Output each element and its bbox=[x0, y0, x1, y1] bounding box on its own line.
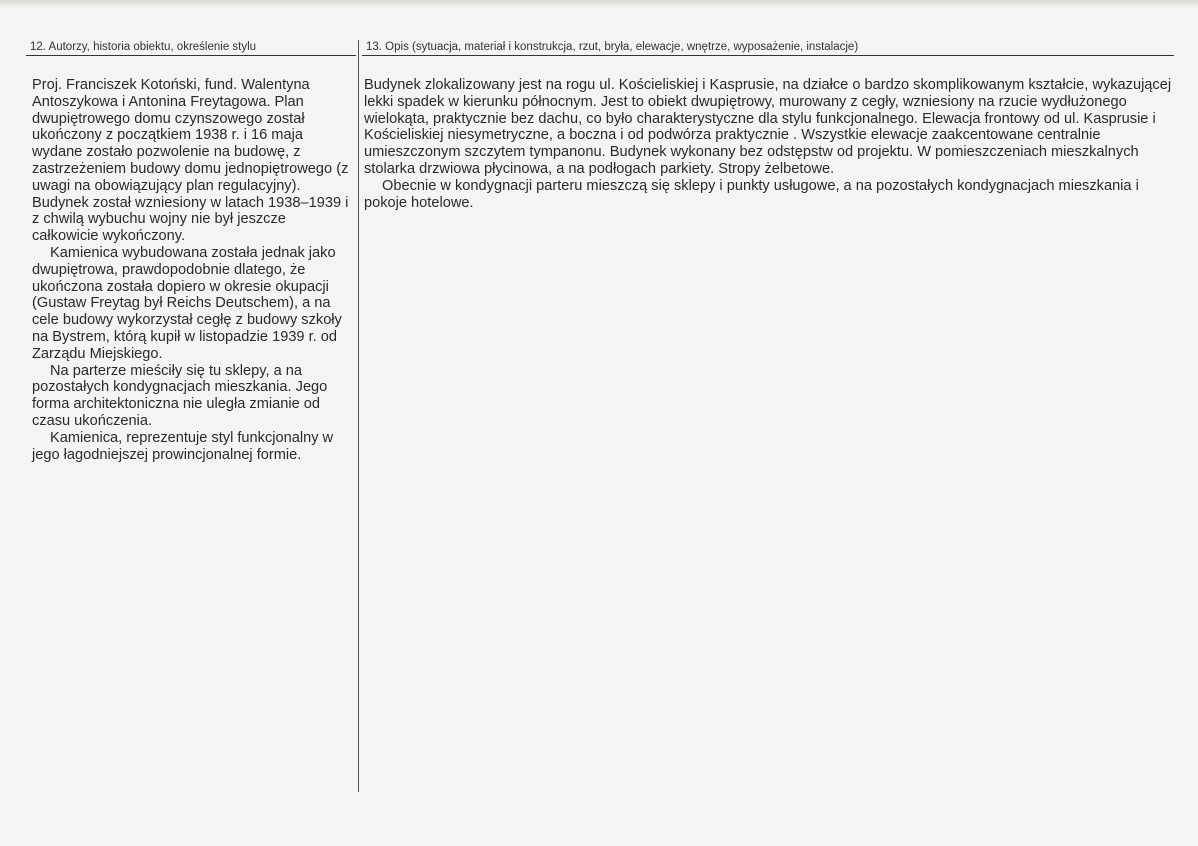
section-12-header: 12. Autorzy, historia obiektu, określenie stylu bbox=[26, 40, 356, 56]
section-12-body bbox=[26, 56, 356, 463]
section-12-paragraph-1: Proj. Franciszek Kotoński, fund. Walentyna Antoszykowa i Antonina Freytagowa. Plan dwupiętrowego domu czynszowego został ukończony z początkiem 1938 r. i 16 maja wydane zostało pozwolenie na budowę, z zastrzeżeniem budowy domu jednopiętrowego (z uwagi na obowiązujący plan regulacyjny). Budynek został wzniesiony w latach 1938–1939 i z chwilą wybuchu wojny nie był jeszcze całkowicie wykończony. bbox=[32, 77, 349, 245]
section-13-body bbox=[362, 56, 1174, 211]
section-12-paragraph-4: Kamienica, reprezentuje styl funkcjonalny w jego łagodniejszej prowincjonalnej formie. bbox=[32, 429, 334, 463]
section-12-paragraph-3: Na parterze mieściły się tu sklepy, a na pozostałych kondygnacjach mieszkania. Jego forma architektoniczna nie uległa zmianie od czasu ukończenia. bbox=[32, 362, 328, 429]
section-12-paragraph-2: Kamienica wybudowana została jednak jako dwupiętrowa, prawdopodobnie dlatego, że ukończona została dopiero w okresie okupacji (Gustaw Freytag był Reichs Deutschem), a na cele budowy wykorzystał cegłę z budowy szkoły na Bystrem, którą kupił w listopadzie 1939 r. od Zarządu Miejskiego. bbox=[32, 244, 342, 362]
section-13-header: 13. Opis (sytuacja, materiał i konstrukcja, rzut, bryła, elewacje, wnętrze, wyposażenie, instalacje) bbox=[362, 40, 1174, 56]
section-13-paragraph-2: Obecnie w kondygnacji parteru mieszczą się sklepy i punkty usługowe, a na pozostałych kondygnacjach mieszkania i pokoje hotelowe. bbox=[364, 177, 1139, 211]
section-12-history bbox=[26, 40, 356, 463]
page-top-edge bbox=[0, 0, 1198, 8]
column-divider bbox=[358, 40, 359, 792]
section-13-description bbox=[362, 40, 1174, 211]
section-13-paragraph-1: Budynek zlokalizowany jest na rogu ul. Kościeliskiej i Kasprusie, na działce o bardzo skomplikowanym kształcie, wykazującej lekki spadek w kierunku północnym. Jest to obiekt dwupiętrowy, murowany z cegły, wzniesiony na rzucie wydłużonego wielokąta, praktycznie bez dachu, co było charakterystyczne dla stylu funkcjonalnego. Elewacja frontowy od ul. Kasprusie i Kościeliskiej niesymetryczne, a boczna i od podwórza praktycznie . Wszystkie elewacje zaakcentowane centralnie umieszczonym szczytem tympanonu. Budynek wykonany bez odstępstw od projektu. W pomieszczeniach mieszkalnych stolarka drzwiowa płycinowa, a na podłogach parkiety. Stropy żelbetowe. bbox=[364, 77, 1172, 177]
